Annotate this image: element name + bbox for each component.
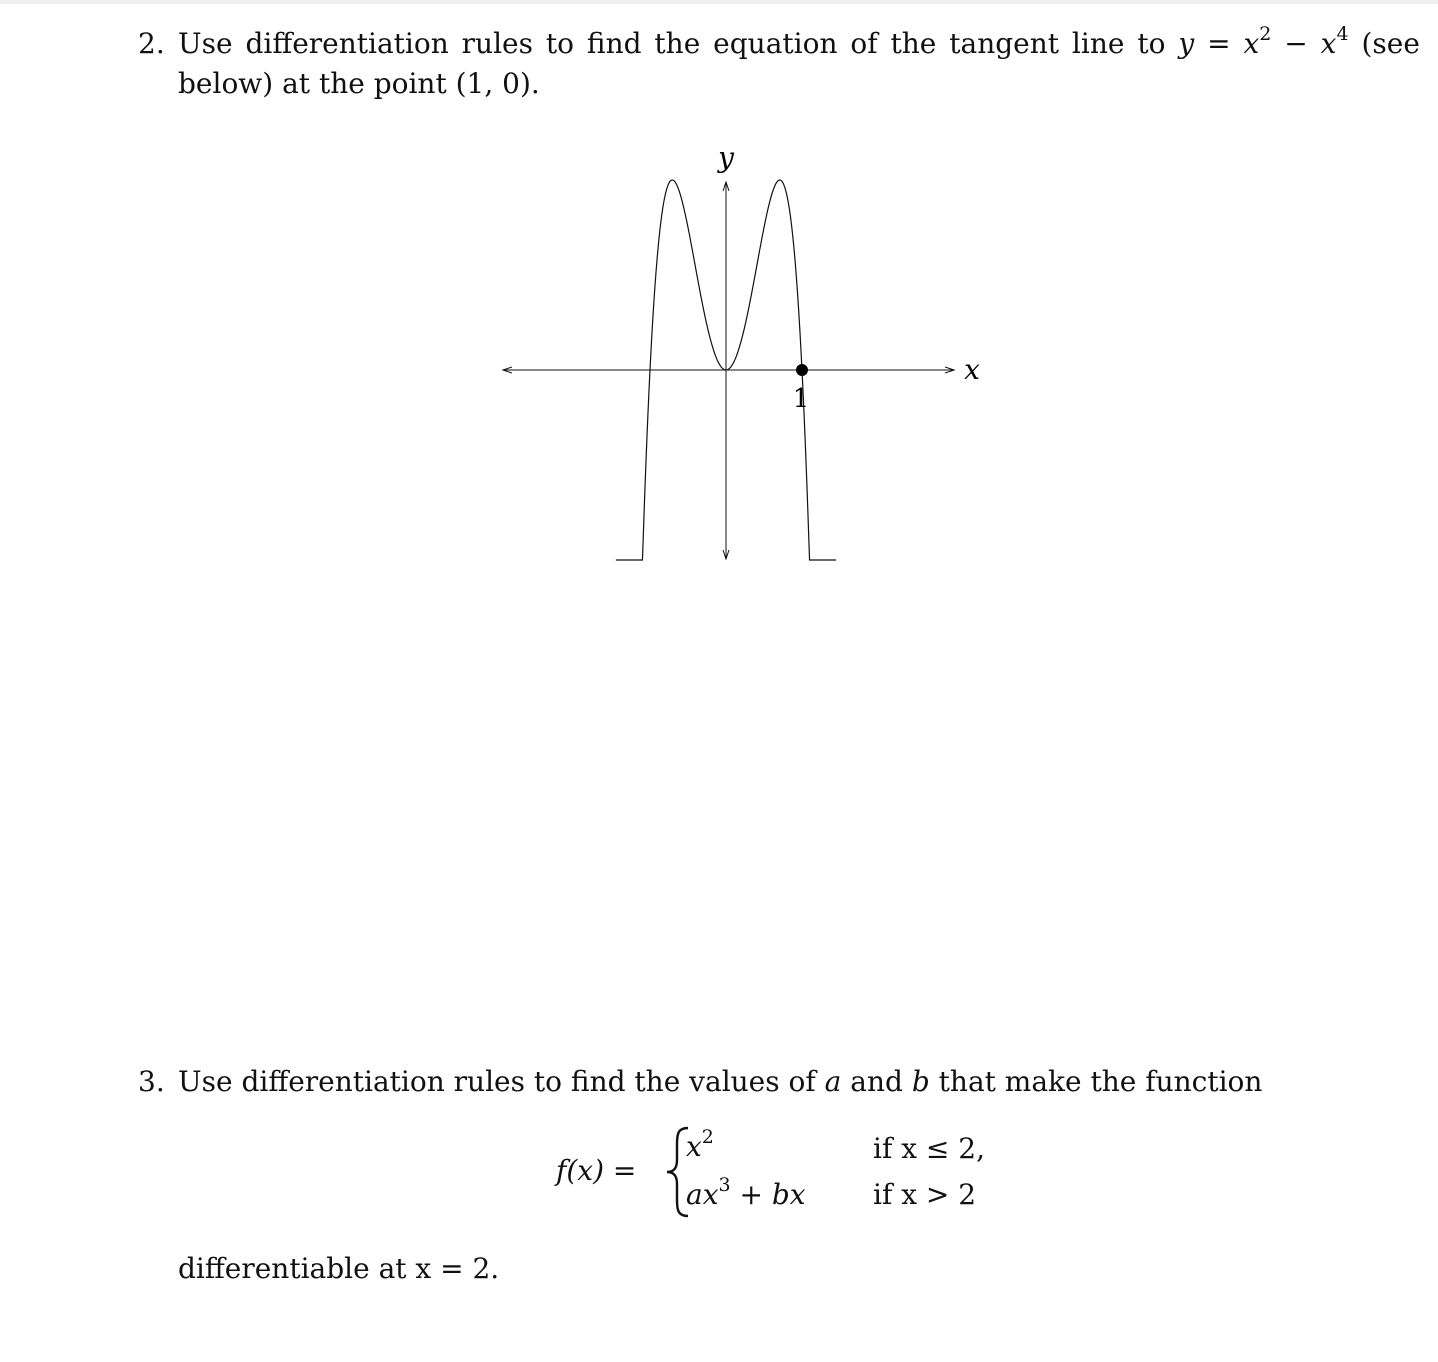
problem-3-intro-start: Use differentiation rules to find the values of xyxy=(178,1065,816,1098)
case-1-expression xyxy=(686,1125,714,1163)
problem-3-number: 3. xyxy=(138,1065,165,1098)
case-2-expression xyxy=(686,1173,806,1211)
equation-exponent-2: 2 xyxy=(1259,22,1272,45)
point-1-0 xyxy=(796,364,808,376)
problem-3-intro-end: that make the function xyxy=(938,1065,1263,1098)
problem-2-line-1-tail: (see xyxy=(1361,27,1420,60)
piecewise-lhs: f(x) = xyxy=(556,1154,637,1187)
x-axis-label: x xyxy=(964,353,980,386)
case-2-ax: ax xyxy=(686,1178,719,1211)
problem-3-closing: differentiable at x = 2. xyxy=(178,1252,500,1285)
equation-x-fourth-base: x xyxy=(1320,27,1337,60)
problem-2-number: 2. xyxy=(138,27,165,60)
word-and: and xyxy=(850,1065,903,1098)
tick-label-1: 1 xyxy=(792,384,810,414)
problem-2-line-1-text: Use differentiation rules to find the equation of the tangent line to xyxy=(178,27,1166,60)
equation-minus: − xyxy=(1284,27,1308,60)
problem-3-intro xyxy=(178,1062,1262,1102)
case-1-condition: if x ≤ 2, xyxy=(873,1132,985,1165)
case-1-exponent: 2 xyxy=(701,1125,714,1148)
equation-y: y xyxy=(1178,27,1195,60)
case-2-bx: + bx xyxy=(739,1178,806,1211)
case-1-base: x xyxy=(686,1130,702,1163)
equation-equals: = xyxy=(1207,27,1231,60)
variable-a: a xyxy=(824,1065,842,1098)
y-axis-label: y xyxy=(718,141,734,174)
problem-2-line-2: below) at the point (1, 0). xyxy=(178,67,540,100)
case-2-exponent: 3 xyxy=(718,1173,731,1196)
case-2-condition: if x > 2 xyxy=(873,1178,977,1211)
function-graph xyxy=(0,0,1438,600)
variable-b: b xyxy=(911,1065,930,1098)
equation-exponent-4: 4 xyxy=(1336,22,1349,45)
equation-x-squared-base: x xyxy=(1243,27,1260,60)
